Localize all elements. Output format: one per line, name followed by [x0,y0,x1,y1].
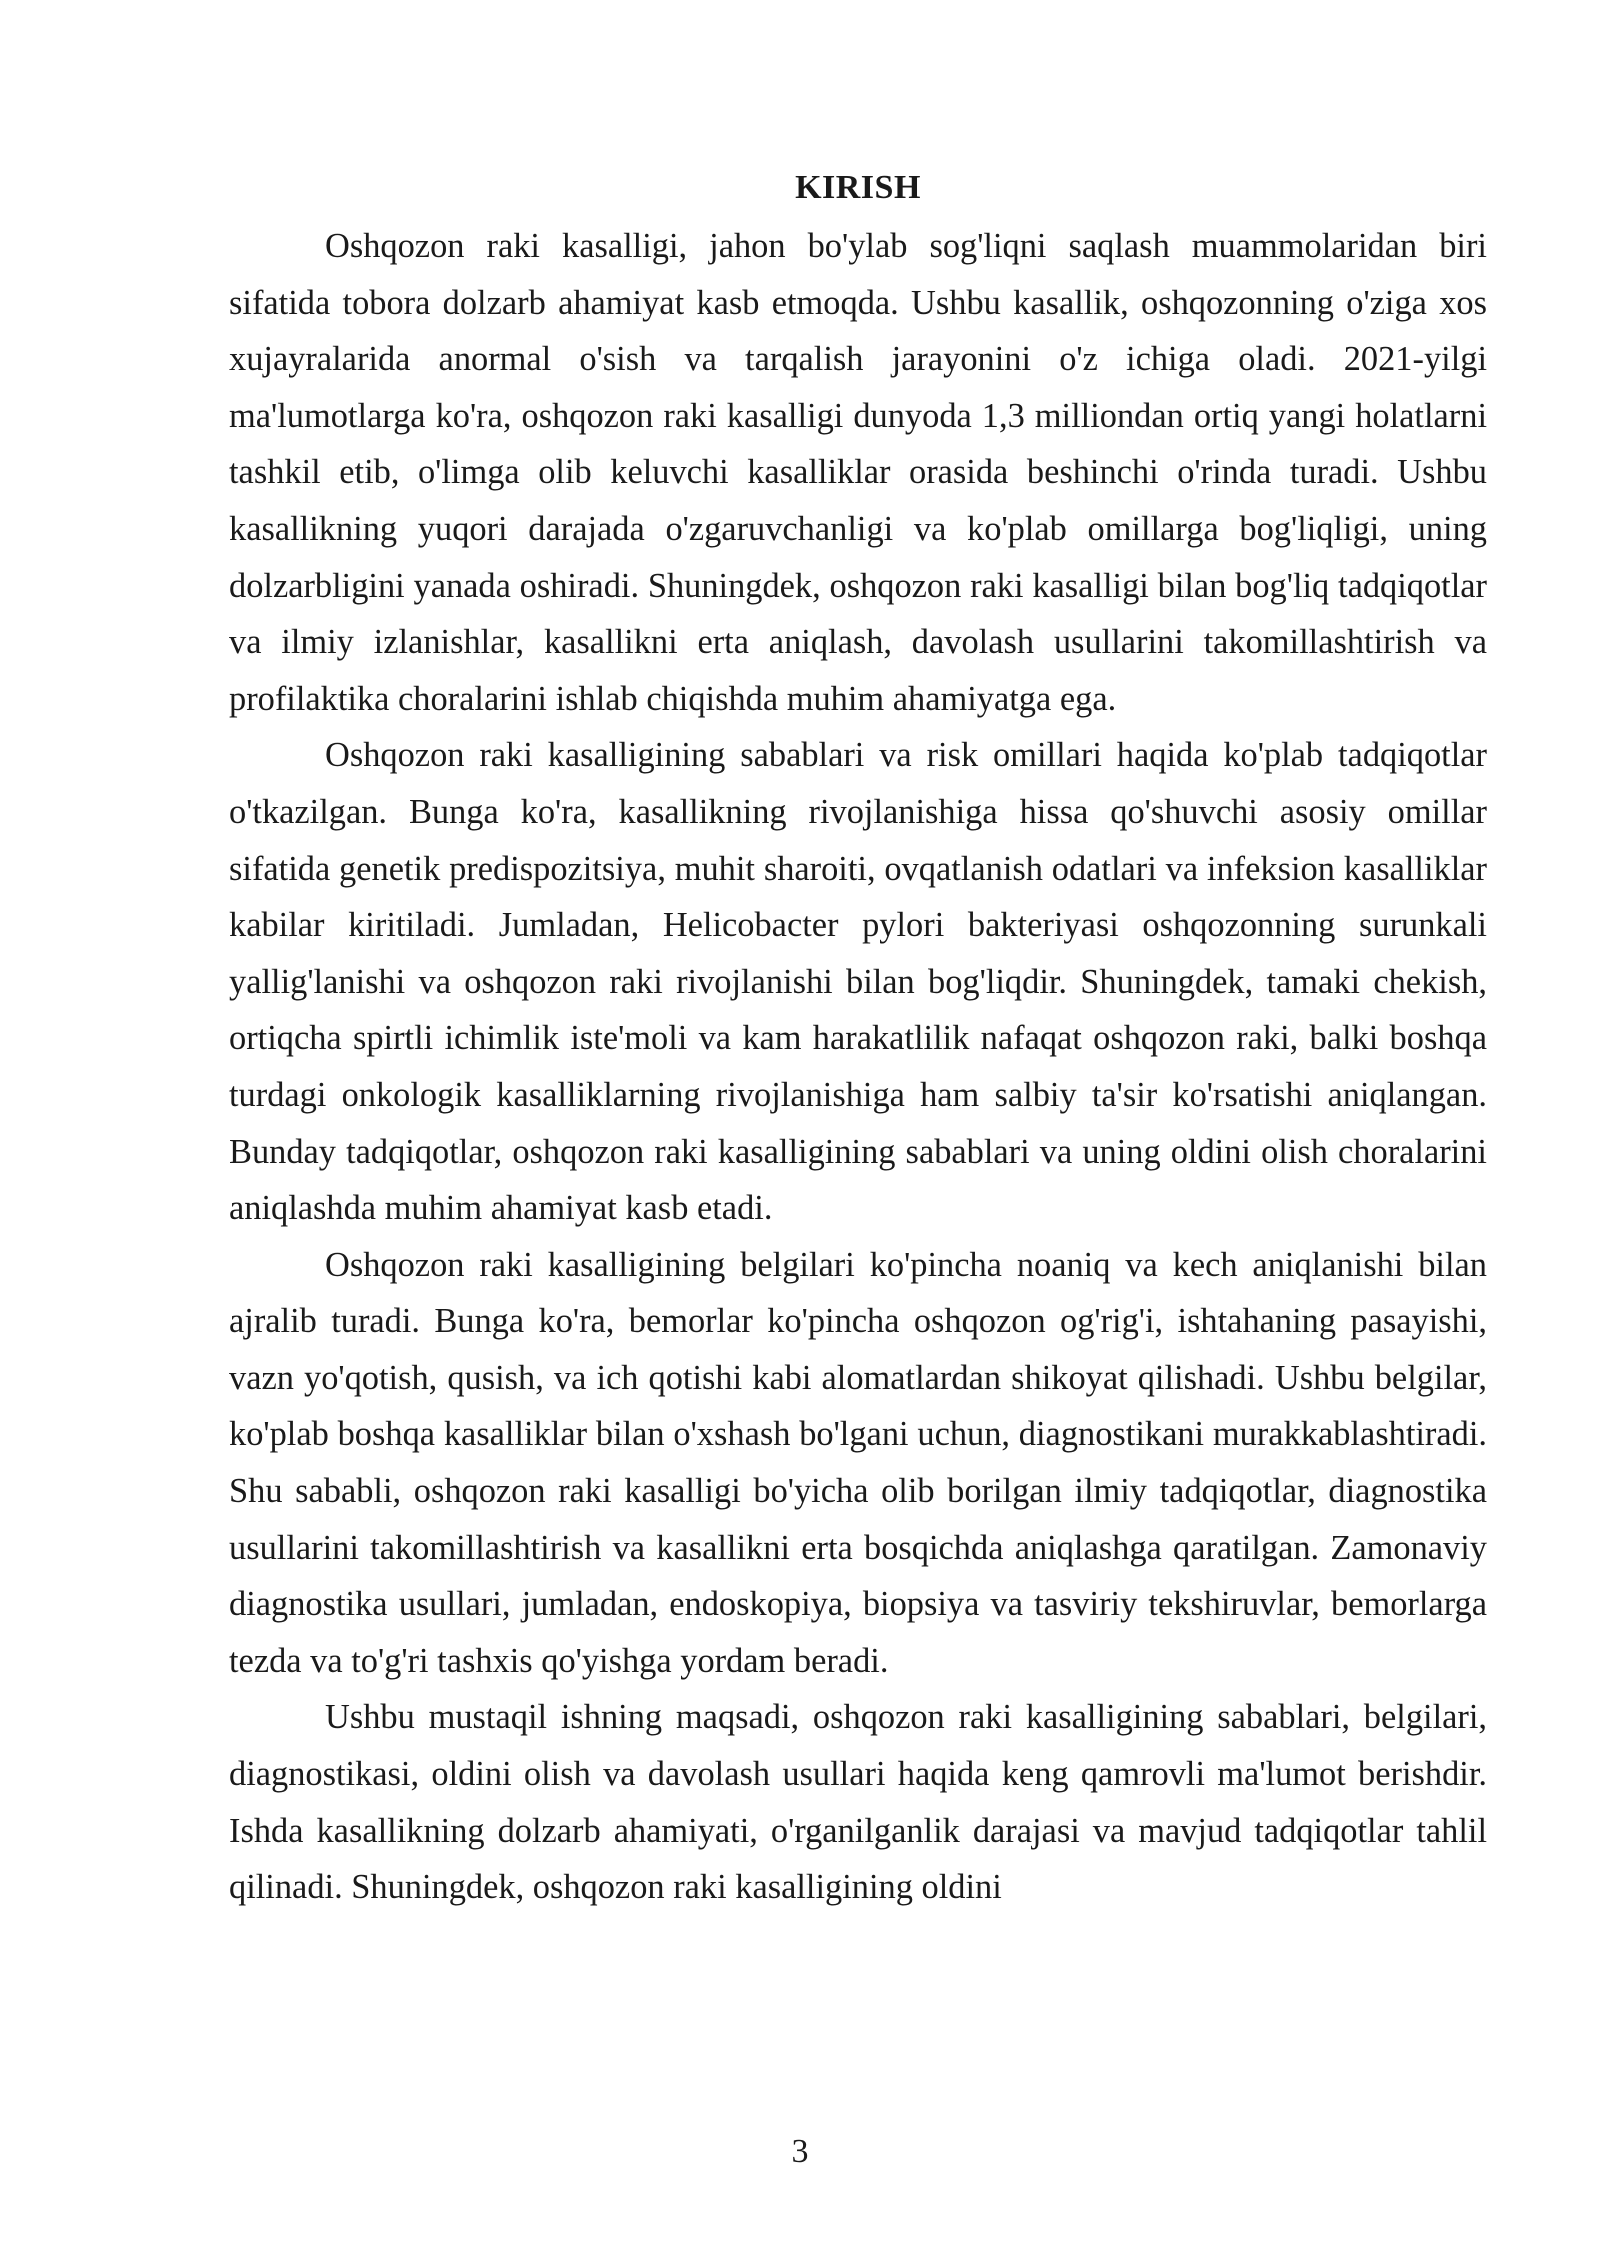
paragraph-aim: Ushbu mustaqil ishning maqsadi, oshqozon raki kasalligining sabablari, belgilari, diagnostikasi, oldini olish va davolash usullari haqida keng qamrovli ma'lumot berishdir. Ishda kasallikning dolzarb ahamiyati, o'rganilganlik darajasi va mavjud tadqiqotlar tahlil qilinadi. Shuningdek, oshqozon raki kasalligining oldini [229,1698,1487,1907]
paragraph-symptoms: Oshqozon raki kasalligining belgilari ko'pincha noaniq va kech aniqlanishi bilan ajralib turadi. Bunga ko'ra, bemorlar ko'pincha oshqozon og'rig'i, ishtahaning pasayishi, vazn yo'qotish, qusish, va ich qotishi kabi alomatlardan shikoyat qilishadi. Ushbu belgilar, ko'plab boshqa kasalliklar bilan o'xshash bo'lgani uchun, diagnostikani murakkablashtiradi. Shu sababli, oshqozon raki kasalligi bo'yicha olib borilgan ilmiy tadqiqotlar, diagnostika usullarini takomillashtirish va kasallikni erta bosqichda aniqlashga qaratilgan. Zamonaviy diagnostika usullari, jumladan, endoskopiya, biopsiya va tasviriy tekshiruvlar, bemorlarga tezda va to'g'ri tashxis qo'yishga yordam beradi. [229,1245,1487,1680]
paragraph-intro: Oshqozon raki kasalligi, jahon bo'ylab sog'liqni saqlash muammolaridan biri sifatida tobora dolzarb ahamiyat kasb etmoqda. Ushbu kasallik, oshqozonning o'ziga xos xujayralarida anormal o'sish va tarqalish jarayonini o'z ichiga oladi. 2021-yilgi ma'lumotlarga ko'ra, oshqozon raki kasalligi dunyoda 1,3 milliondan ortiq yangi holatlarni tashkil etib, o'limga olib keluvchi kasalliklar orasida beshinchi o'rinda turadi. Ushbu kasallikning yuqori darajada o'zgaruvchanligi va ko'plab omillarga bog'liqligi, uning dolzarbligini yanada oshiradi. Shuningdek, oshqozon raki kasalligi bilan bog'liq tadqiqotlar va ilmiy izlanishlar, kasallikni erta aniqlash, davolash usullarini takomillashtirish va profilaktika choralarini ishlab chiqishda muhim ahamiyatga ega. [229,227,1487,718]
paragraph-causes: Oshqozon raki kasalligining sabablari va risk omillari haqida ko'plab tadqiqotlar o'tkazilgan. Bunga ko'ra, kasallikning rivojlanishiga hissa qo'shuvchi asosiy omillar sifatida genetik predispozitsiya, muhit sharoiti, ovqatlanish odatlari va infeksion kasalliklar kabilar kiritiladi. Jumladan, Helicobacter pylori bakteriyasi oshqozonning surunkali yallig'lanishi va oshqozon raki rivojlanishi bilan bog'liqdir. Shuningdek, tamaki chekish, ortiqcha spirtli ichimlik iste'moli va kam harakatlilik nafaqat oshqozon raki, balki boshqa turdagi onkologik kasalliklarning rivojlanishiga ham salbiy ta'sir ko'rsatishi aniqlangan. Bunday tadqiqotlar, oshqozon raki kasalligining sabablari va uning oldini olish choralarini aniqlashda muhim ahamiyat kasb etadi. [229,736,1487,1228]
page-title: KIRISH [795,169,921,206]
page-body [229,160,1487,1916]
page-number: 3 [791,2133,809,2170]
